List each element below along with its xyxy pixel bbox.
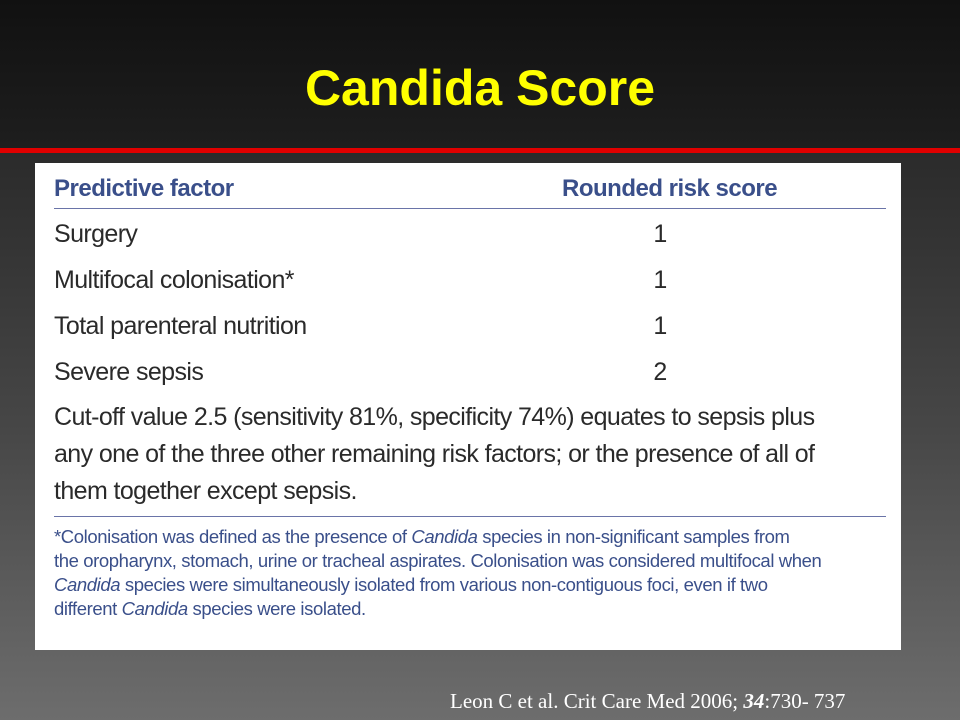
row-score: 1 <box>653 312 667 340</box>
footnote-italic: Candida <box>121 598 188 619</box>
cutoff-line: any one of the three other remaining risk factors; or the presence of all of <box>54 440 815 468</box>
footnote-line <box>54 597 886 621</box>
footnote-line <box>54 549 886 573</box>
row-factor: Multifocal colonisation* <box>54 266 294 294</box>
footnote-text: species were isolated. <box>187 598 366 619</box>
row-factor: Severe sepsis <box>54 358 204 386</box>
footnote-line <box>54 525 886 549</box>
citation-prefix: Leon C et al. Crit Care Med 2006; <box>450 689 744 713</box>
citation <box>450 688 955 714</box>
footnote-text: species in non-significant samples from <box>477 526 790 547</box>
colonisation-footnote <box>54 525 886 621</box>
header-rule <box>54 208 886 209</box>
citation-pages: :730- 737 <box>764 689 846 713</box>
score-table-panel <box>35 163 901 650</box>
row-factor: Total parenteral nutrition <box>54 312 307 340</box>
citation-volume: 34 <box>743 689 765 713</box>
row-score: 1 <box>653 266 667 294</box>
header-predictive-factor: Predictive factor <box>54 175 234 202</box>
row-score: 2 <box>653 358 667 386</box>
header-risk-score: Rounded risk score <box>562 175 778 202</box>
table-header <box>54 171 886 207</box>
footnote-text: *Colonisation was defined as the presence of <box>54 526 412 547</box>
footnote-italic: Candida <box>54 574 121 595</box>
table-row <box>54 303 886 349</box>
cutoff-line: them together except sepsis. <box>54 477 357 505</box>
footnote-italic: Candida <box>411 526 478 547</box>
slide-title: Candida Score <box>304 60 656 116</box>
table-row <box>54 349 886 395</box>
title-divider <box>0 148 960 153</box>
footnote-text: different <box>54 598 122 619</box>
row-score: 1 <box>653 220 667 248</box>
cutoff-note <box>54 399 886 510</box>
table-row <box>54 257 886 303</box>
footnote-text: the oropharynx, stomach, urine or tracheal aspirates. Colonisation was considered multifocal when <box>54 550 822 571</box>
table-row <box>54 211 886 257</box>
row-factor: Surgery <box>54 220 138 248</box>
footnote-text: species were simultaneously isolated from various non-contiguous foci, even if two <box>120 574 768 595</box>
cutoff-line: Cut-off value 2.5 (sensitivity 81%, specificity 74%) equates to sepsis plus <box>54 403 815 431</box>
footnote-line <box>54 573 886 597</box>
footnote-rule <box>54 516 886 517</box>
